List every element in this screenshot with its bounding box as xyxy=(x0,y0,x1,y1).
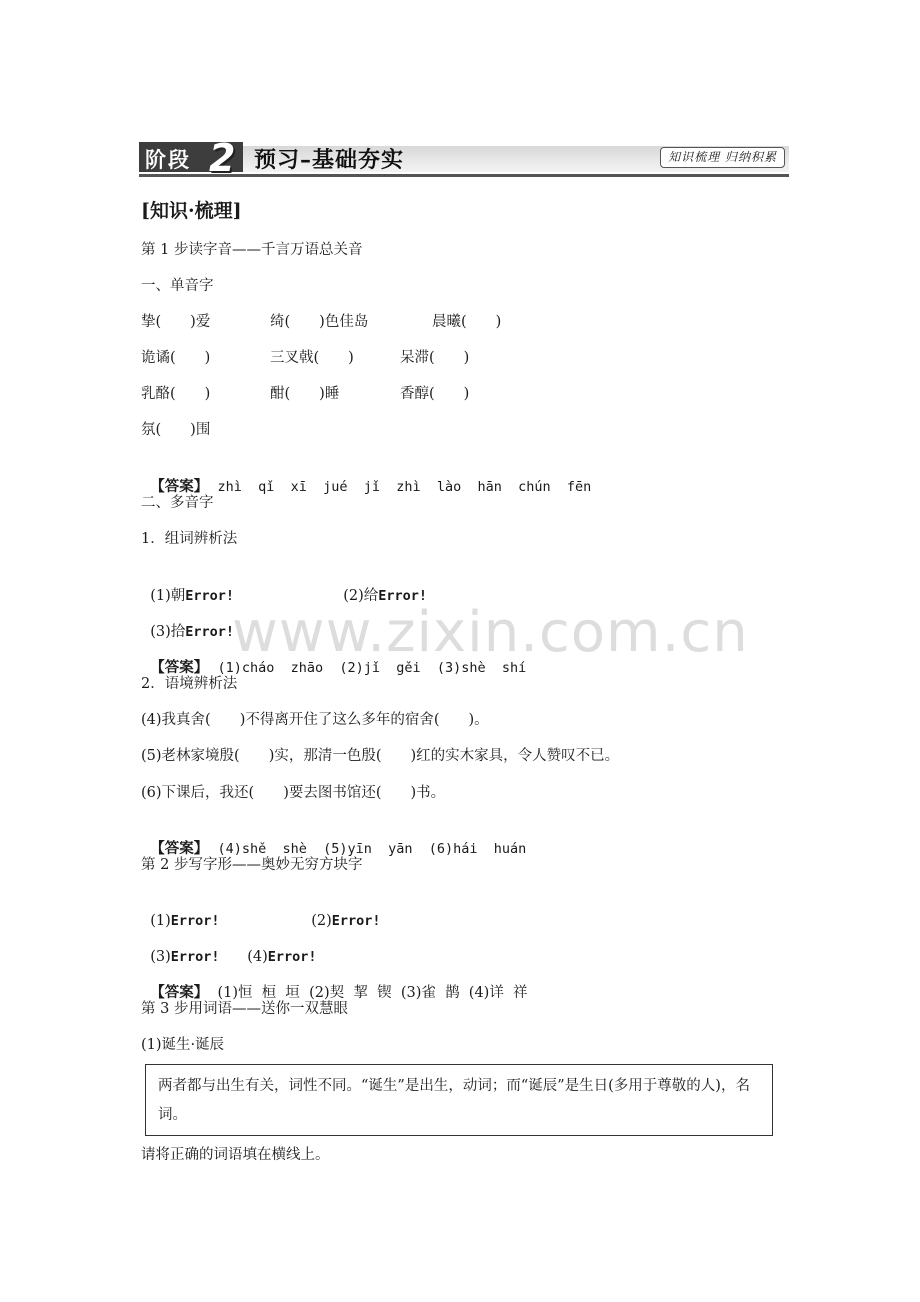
answer-single xyxy=(141,457,591,497)
item-prefix: (2)给 xyxy=(343,588,379,604)
sentence-5: (5)老林家境殷( )实，那清一色殷( )红的实木家具，令人赞叹不已。 xyxy=(141,748,620,764)
word-item: 晨曦( ) xyxy=(432,314,502,330)
sentence-6: (6)下课后，我还( )要去图书馆还( )书。 xyxy=(141,785,446,801)
item-prefix: (1)朝 xyxy=(150,588,186,604)
word-item: 绮( )色佳岛 xyxy=(270,314,369,330)
answer-label: 【答案】 xyxy=(150,984,209,1001)
step2-item-2 xyxy=(302,891,381,931)
answer-label: 【答案】 xyxy=(150,478,209,495)
step2-item-4 xyxy=(238,927,317,967)
single-char-heading: 一、单音字 xyxy=(141,278,214,294)
item-prefix: (4) xyxy=(247,949,268,965)
watermark: www.zixin.com.cn xyxy=(232,600,749,665)
banner-tag: 知识梳理 归纳积累 xyxy=(660,147,785,168)
stage-number: 2 xyxy=(209,136,236,180)
item-prefix: (2) xyxy=(311,913,332,929)
answer-text: (1)cháo zhāo (2)jǐ gěi (3)shè shí xyxy=(217,660,527,676)
error-field: Error! xyxy=(170,949,220,965)
section-banner xyxy=(139,136,789,180)
step2-item-3 xyxy=(141,927,220,967)
error-field: Error! xyxy=(185,624,235,640)
answer-text: (4)shě shè (5)yīn yān (6)hái huán xyxy=(217,841,527,857)
method1-item-1 xyxy=(141,566,234,606)
error-field: Error! xyxy=(267,949,317,965)
answer-step2 xyxy=(141,963,528,1003)
explanation-box: 两者都与出生有关，词性不同。“诞生”是出生，动词；而“诞辰”是生日(多用于尊敬的人)，名词。 xyxy=(145,1064,773,1136)
item-prefix: (3)拾 xyxy=(150,624,186,640)
word-item: 挚( )爱 xyxy=(141,314,211,330)
method1-title: 1．组词辨析法 xyxy=(141,531,238,547)
error-field: Error! xyxy=(185,588,235,604)
step2-item-1 xyxy=(141,891,220,931)
method1-item-3 xyxy=(141,602,234,642)
sentence-4: (4)我真舍( )不得离开住了这么多年的宿舍( )。 xyxy=(141,712,489,728)
word-item: 乳酪( ) xyxy=(141,386,211,402)
answer-text: (1)恒 桓 垣 (2)契 挈 锲 (3)雀 鹊 (4)详 祥 xyxy=(217,985,528,1001)
item-prefix: (1) xyxy=(150,913,171,929)
word-item: 香醇( ) xyxy=(400,386,470,402)
step2-title: 第 2 步写字形——奥妙无穷方块字 xyxy=(141,857,363,873)
banner-title: 预习–基础夯实 xyxy=(254,147,405,173)
step1-title: 第 1 步读字音——千言万语总关音 xyxy=(141,242,363,258)
multi-char-heading: 二、多音字 xyxy=(141,495,214,511)
error-field: Error! xyxy=(331,913,381,929)
step3-item-1: (1)诞生·诞辰 xyxy=(141,1037,225,1053)
method2-title: 2．语境辨析法 xyxy=(141,676,238,692)
stage-label: 阶段 xyxy=(145,148,191,172)
word-item: 酣( )睡 xyxy=(270,386,340,402)
item-prefix: (3) xyxy=(150,949,171,965)
error-field: Error! xyxy=(170,913,220,929)
answer-label: 【答案】 xyxy=(150,840,209,857)
answer-text: zhì qǐ xī jué jǐ zhì lào hān chún fēn xyxy=(217,479,592,495)
word-item: 氛( )围 xyxy=(141,422,211,438)
step3-title: 第 3 步用词语——送你一双慧眼 xyxy=(141,1001,348,1017)
word-item: 呆滞( ) xyxy=(400,350,470,366)
word-item: 三叉戟( ) xyxy=(270,350,354,366)
answer-method2 xyxy=(141,819,526,859)
fill-instruction: 请将正确的词语填在横线上。 xyxy=(141,1147,330,1163)
error-field: Error! xyxy=(378,588,428,604)
answer-label: 【答案】 xyxy=(150,659,209,676)
stage-badge xyxy=(139,136,243,180)
section-heading: [知识·梳理] xyxy=(141,200,242,222)
word-item: 诡谲( ) xyxy=(141,350,211,366)
